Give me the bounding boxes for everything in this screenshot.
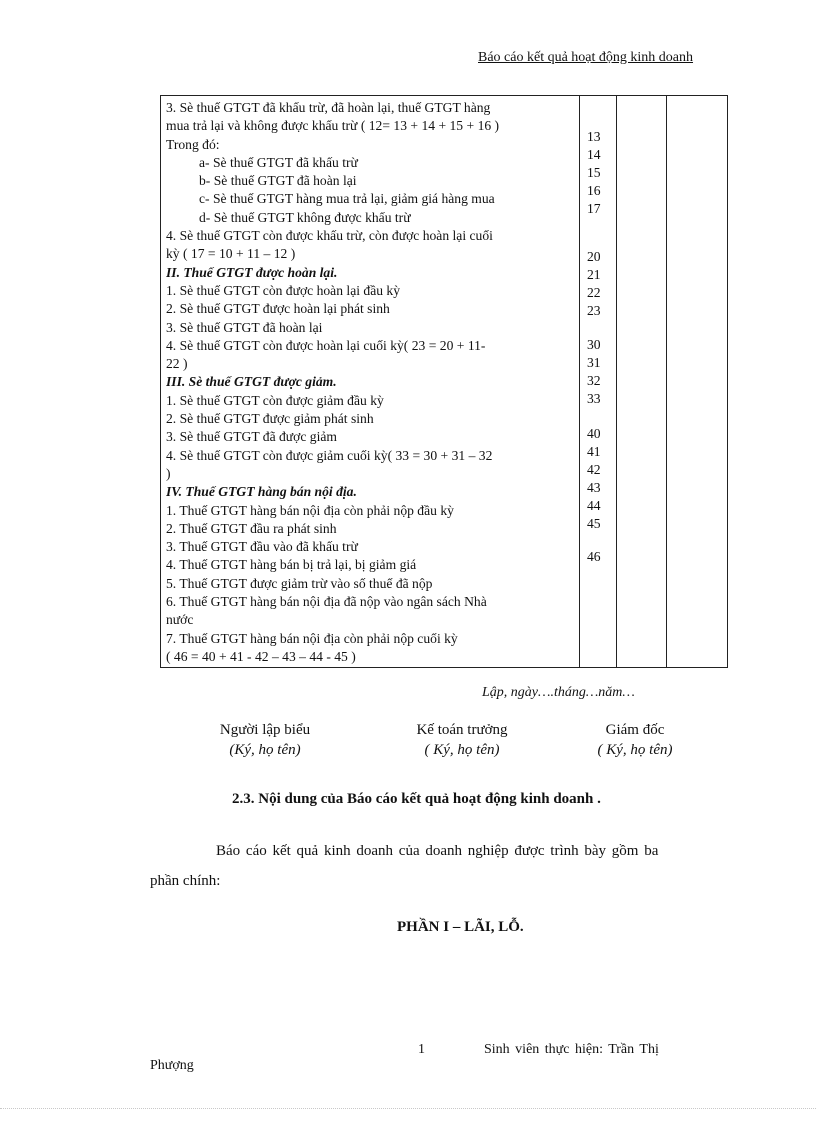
table-line: ( 46 = 40 + 41 - 42 – 43 – 44 - 45 ) [166, 648, 356, 664]
signature-role: Người lập biểu [219, 722, 311, 738]
code-cell: 45 [587, 516, 601, 531]
table-line: kỳ ( 17 = 10 + 11 – 12 ) [166, 246, 296, 262]
vat-report-table [160, 95, 728, 668]
code-cell: 30 [587, 337, 601, 352]
table-line: 4. Sè thuế GTGT còn được giảm cuối kỳ( 33 = 30 + 31 – 32 [166, 447, 493, 463]
code-cell: 32 [587, 373, 601, 388]
code-cell: 15 [587, 165, 601, 180]
code-cell: 22 [587, 285, 601, 300]
table-line: 22 ) [166, 356, 188, 372]
code-cell: 42 [587, 462, 601, 477]
date-line: Lập, ngày….tháng…năm… [482, 685, 635, 700]
table-line: 1. Sè thuế GTGT còn được hoàn lại đầu kỳ [166, 282, 401, 298]
table-section-heading: II. Thuế GTGT được hoàn lại. [166, 264, 338, 280]
code-cell: 23 [587, 303, 601, 318]
table-line: d- Sè thuế GTGT không được khấu trừ [199, 209, 411, 225]
paragraph-line: Báo cáo kết quả kinh doanh của doanh nghiệp được trình bày gồm ba [216, 843, 659, 859]
code-cell: 46 [587, 549, 601, 564]
table-line: 1. Thuế GTGT hàng bán nội địa còn phải nộp đầu kỳ [166, 502, 454, 518]
code-cell: 14 [587, 147, 601, 162]
section-heading: 2.3. Nội dung của Báo cáo kết quả hoạt động kinh doanh . [232, 791, 601, 807]
page-bottom-rule [0, 1108, 816, 1109]
table-line: 2. Thuế GTGT đầu ra phát sinh [166, 520, 337, 536]
table-line: 3. Sè thuế GTGT đã khấu trừ, đã hoàn lại, thuế GTGT hàng [166, 100, 491, 115]
table-line: 7. Thuế GTGT hàng bán nội địa còn phải nộp cuối kỳ [166, 630, 458, 646]
table-line: 1. Sè thuế GTGT còn được giảm đầu kỳ [166, 392, 384, 408]
table-line: 6. Thuế GTGT hàng bán nội địa đã nộp vào ngân sách Nhà [166, 594, 487, 610]
table-line: 3. Thuế GTGT đầu vào đã khấu trừ [166, 539, 358, 555]
table-line: b- Sè thuế GTGT đã hoàn lại [199, 173, 357, 189]
table-line: 4. Sè thuế GTGT còn được hoàn lại cuối kỳ( 23 = 20 + 11- [166, 337, 486, 353]
signature-role: Kế toán trưởng [416, 722, 508, 738]
description-column [166, 99, 576, 666]
code-cell: 16 [587, 183, 601, 198]
table-line: a- Sè thuế GTGT đã khấu trừ [199, 154, 358, 170]
table-line: nước [166, 612, 194, 628]
table-line: 3. Sè thuế GTGT đã được giảm [166, 429, 337, 445]
column-divider [579, 96, 580, 667]
signature-director [568, 720, 702, 760]
table-line: 4. Sè thuế GTGT còn được khấu trừ, còn được hoàn lại cuối [166, 228, 493, 244]
document-header: Báo cáo kết quả hoạt động kinh doanh [478, 50, 694, 65]
code-cell: 40 [587, 426, 601, 441]
column-divider [666, 96, 667, 667]
column-divider [616, 96, 617, 667]
signature-note: ( Ký, họ tên) [424, 742, 500, 758]
table-line: Trong đó: [166, 136, 220, 152]
table-line: 3. Sè thuế GTGT đã hoàn lại [166, 319, 323, 335]
table-line: 2. Sè thuế GTGT được giảm phát sinh [166, 411, 374, 427]
code-cell: 13 [587, 129, 601, 144]
part-title: PHẦN I – LÃI, LỖ. [397, 919, 524, 935]
signature-chief-accountant [395, 720, 529, 760]
signature-note: ( Ký, họ tên) [597, 742, 673, 758]
signature-role: Giám đốc [605, 722, 665, 738]
table-section-heading: IV. Thuế GTGT hàng bán nội địa. [166, 484, 357, 500]
code-cell: 33 [587, 391, 601, 406]
paragraph-line: phần chính: [150, 873, 221, 889]
table-section-heading: III. Sè thuế GTGT được giảm. [166, 374, 337, 390]
table-line: 5. Thuế GTGT được giảm trừ vào số thuế đã nộp [166, 575, 433, 591]
table-line: 2. Sè thuế GTGT được hoàn lại phát sinh [166, 301, 390, 317]
table-line: c- Sè thuế GTGT hàng mua trả lại, giảm giá hàng mua [199, 191, 495, 207]
table-line: ) [166, 465, 171, 481]
code-cell: 44 [587, 498, 601, 513]
code-cell: 43 [587, 480, 601, 495]
code-cell: 20 [587, 249, 601, 264]
code-cell: 17 [587, 201, 601, 216]
author-line: Sinh viên thực hiện: Trần Thị [484, 1042, 659, 1057]
code-cell: 31 [587, 355, 601, 370]
signature-preparer [198, 720, 332, 760]
table-line: 4. Thuế GTGT hàng bán bị trả lại, bị giảm giá [166, 557, 417, 573]
table-line: mua trả lại và không được khấu trừ ( 12= 13 + 14 + 15 + 16 ) [166, 118, 500, 134]
code-cell: 41 [587, 444, 601, 459]
code-cell: 21 [587, 267, 601, 282]
page-number: 1 [418, 1042, 425, 1057]
author-line: Phượng [150, 1058, 194, 1073]
signature-note: (Ký, họ tên) [229, 742, 301, 758]
